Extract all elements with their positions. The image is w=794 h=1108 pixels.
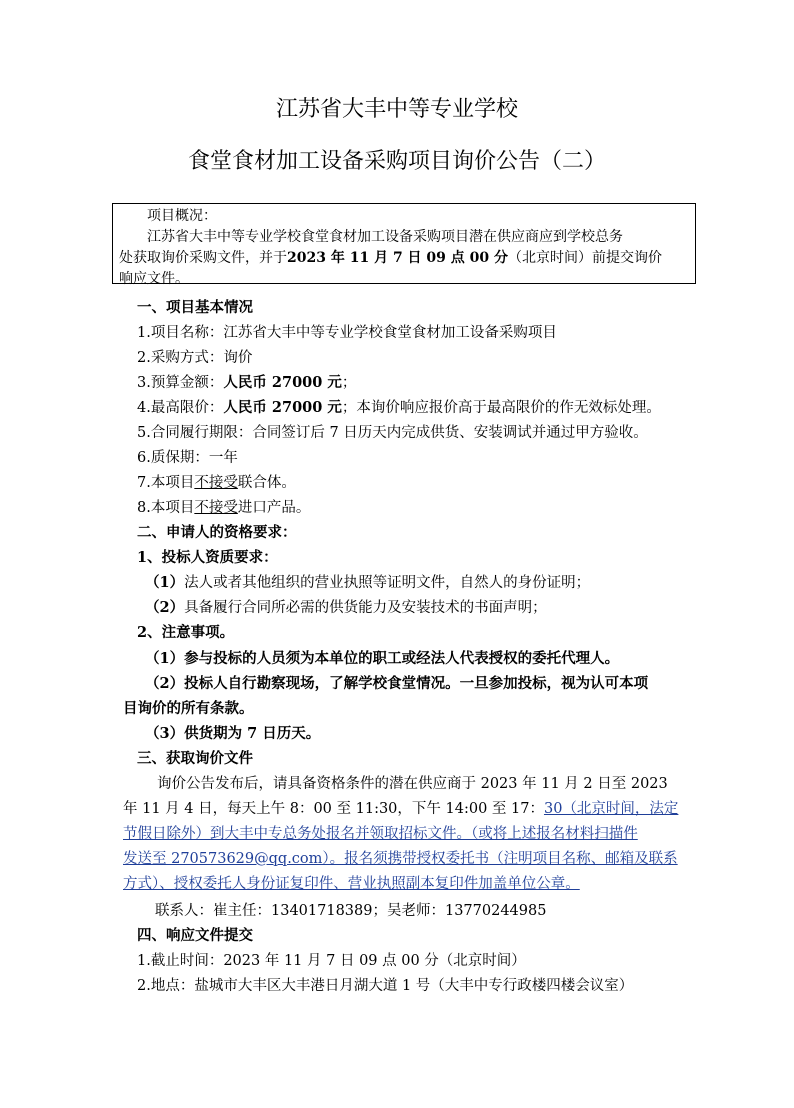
- s1-item3-label: 3.预算金额：: [137, 375, 224, 391]
- s2-n3: （3）供货期为 7 日历天。: [145, 725, 321, 742]
- s2-sub1: 1、投标人资质要求：: [137, 549, 278, 566]
- s1-item4: [137, 396, 661, 417]
- section4-heading: 四、响应文件提交: [137, 927, 253, 944]
- s2-q1: [145, 571, 590, 592]
- overview-text2a: 处获取询价采购文件，并于: [119, 250, 287, 266]
- s1-item7-b: 联合体。: [237, 475, 296, 491]
- section1-heading: 一、项目基本情况: [137, 299, 253, 316]
- overview-heading: 项目概况：: [147, 208, 217, 224]
- overview-deadline: 2023 年 11 月 7 日 09 点 00 分: [287, 250, 509, 266]
- s2-q2-text: 具备履行合同所必需的供货能力及安装技术的书面声明；: [184, 600, 547, 616]
- s1-item8-a: 8.本项目: [137, 500, 195, 516]
- doc-title-line1: 江苏省大丰中等专业学校: [275, 97, 518, 122]
- s1-item4-label: 4.最高限价：: [137, 400, 224, 416]
- s1-item7-a: 7.本项目: [137, 475, 195, 491]
- s3-p2b-link[interactable]: 30（北京时间，法定: [543, 801, 679, 817]
- overview-text1: 江苏省大丰中等专业学校食堂食材加工设备采购项目潜在供应商应到学校总务: [147, 229, 623, 245]
- s2-sub2: 2、注意事项。: [137, 624, 235, 641]
- overview-text2b: （北京时间）前提交询价: [508, 250, 663, 266]
- overview-text2: [119, 248, 689, 269]
- s1-item7: [137, 471, 296, 492]
- s1-item4-end: ；本询价响应报价高于最高限价的作无效标处理。: [341, 400, 661, 416]
- s3-p3-link[interactable]: 节假日除外）到大丰中专总务处报名并领取招标文件。（或将上述报名材料扫描件: [123, 826, 638, 842]
- s1-item1: 1.项目名称：江苏省大丰中等专业学校食堂食材加工设备采购项目: [137, 325, 557, 341]
- s1-item2: 2.采购方式：询价: [137, 350, 253, 366]
- s3-p1: 询价公告发布后，请具备资格条件的潜在供应商于 2023 年 11 月 2 日至 2023: [157, 776, 668, 792]
- overview-box: [112, 203, 696, 287]
- s3-p4-link[interactable]: 发送至 270573629@qq.com）。报名须携带授权委托书（注明项目名称、邮箱及联系: [123, 851, 678, 867]
- section2-heading: 二、申请人的资格要求：: [137, 524, 297, 541]
- s3-p5-link[interactable]: 方式）、授权委托人身份证复印件、营业执照副本复印件加盖单位公章。: [123, 876, 580, 892]
- s1-item8-b: 进口产品。: [237, 500, 311, 516]
- s1-item3-end: ；: [341, 375, 357, 391]
- s2-q2: [145, 596, 547, 617]
- s1-item6: 6.质保期：一年: [137, 450, 238, 466]
- overview-text3: 响应文件。: [119, 271, 189, 287]
- s4-item2: 2.地点：盐城市大丰区大丰港日月湖大道 1 号（大丰中专行政楼四楼会议室）: [137, 978, 634, 994]
- s3-p2a: 年 11 月 4 日，每天上午 8：00 至 11:30，下午 14:00 至 17：: [123, 801, 544, 817]
- s1-item8: [137, 496, 310, 517]
- s2-q1-num: （1）: [145, 574, 185, 591]
- s2-q2-num: （2）: [145, 599, 185, 616]
- s1-item8-u: 不接受: [194, 500, 238, 516]
- s1-item7-u: 不接受: [194, 475, 238, 491]
- section3-heading: 三、获取询价文件: [137, 750, 253, 767]
- s2-n2b: 目询价的所有条款。: [123, 700, 254, 717]
- s1-item5: 5.合同履行期限：合同签订后 7 日历天内完成供货、安装调试并通过甲方验收。: [137, 425, 648, 441]
- s3-p2: [123, 797, 678, 818]
- s1-item3-value: 人民币 27000 元: [223, 374, 342, 391]
- s2-n1: （1）参与投标的人员须为本单位的职工或经法人代表授权的委托代理人。: [145, 650, 620, 667]
- doc-title-line2: 食堂食材加工设备采购项目询价公告（二）: [187, 149, 606, 174]
- s3-contact: 联系人：崔主任：13401718389；吴老师：13770244985: [155, 903, 547, 919]
- s2-q1-text: 法人或者其他组织的营业执照等证明文件，自然人的身份证明；: [184, 575, 591, 591]
- s2-n2a: （2）投标人自行勘察现场，了解学校食堂情况。一旦参加投标，视为认可本项: [145, 675, 649, 692]
- s4-item1: 1.截止时间：2023 年 11 月 7 日 09 点 00 分（北京时间）: [137, 953, 526, 969]
- s1-item3: [137, 371, 356, 392]
- s1-item4-value: 人民币 27000 元: [223, 399, 342, 416]
